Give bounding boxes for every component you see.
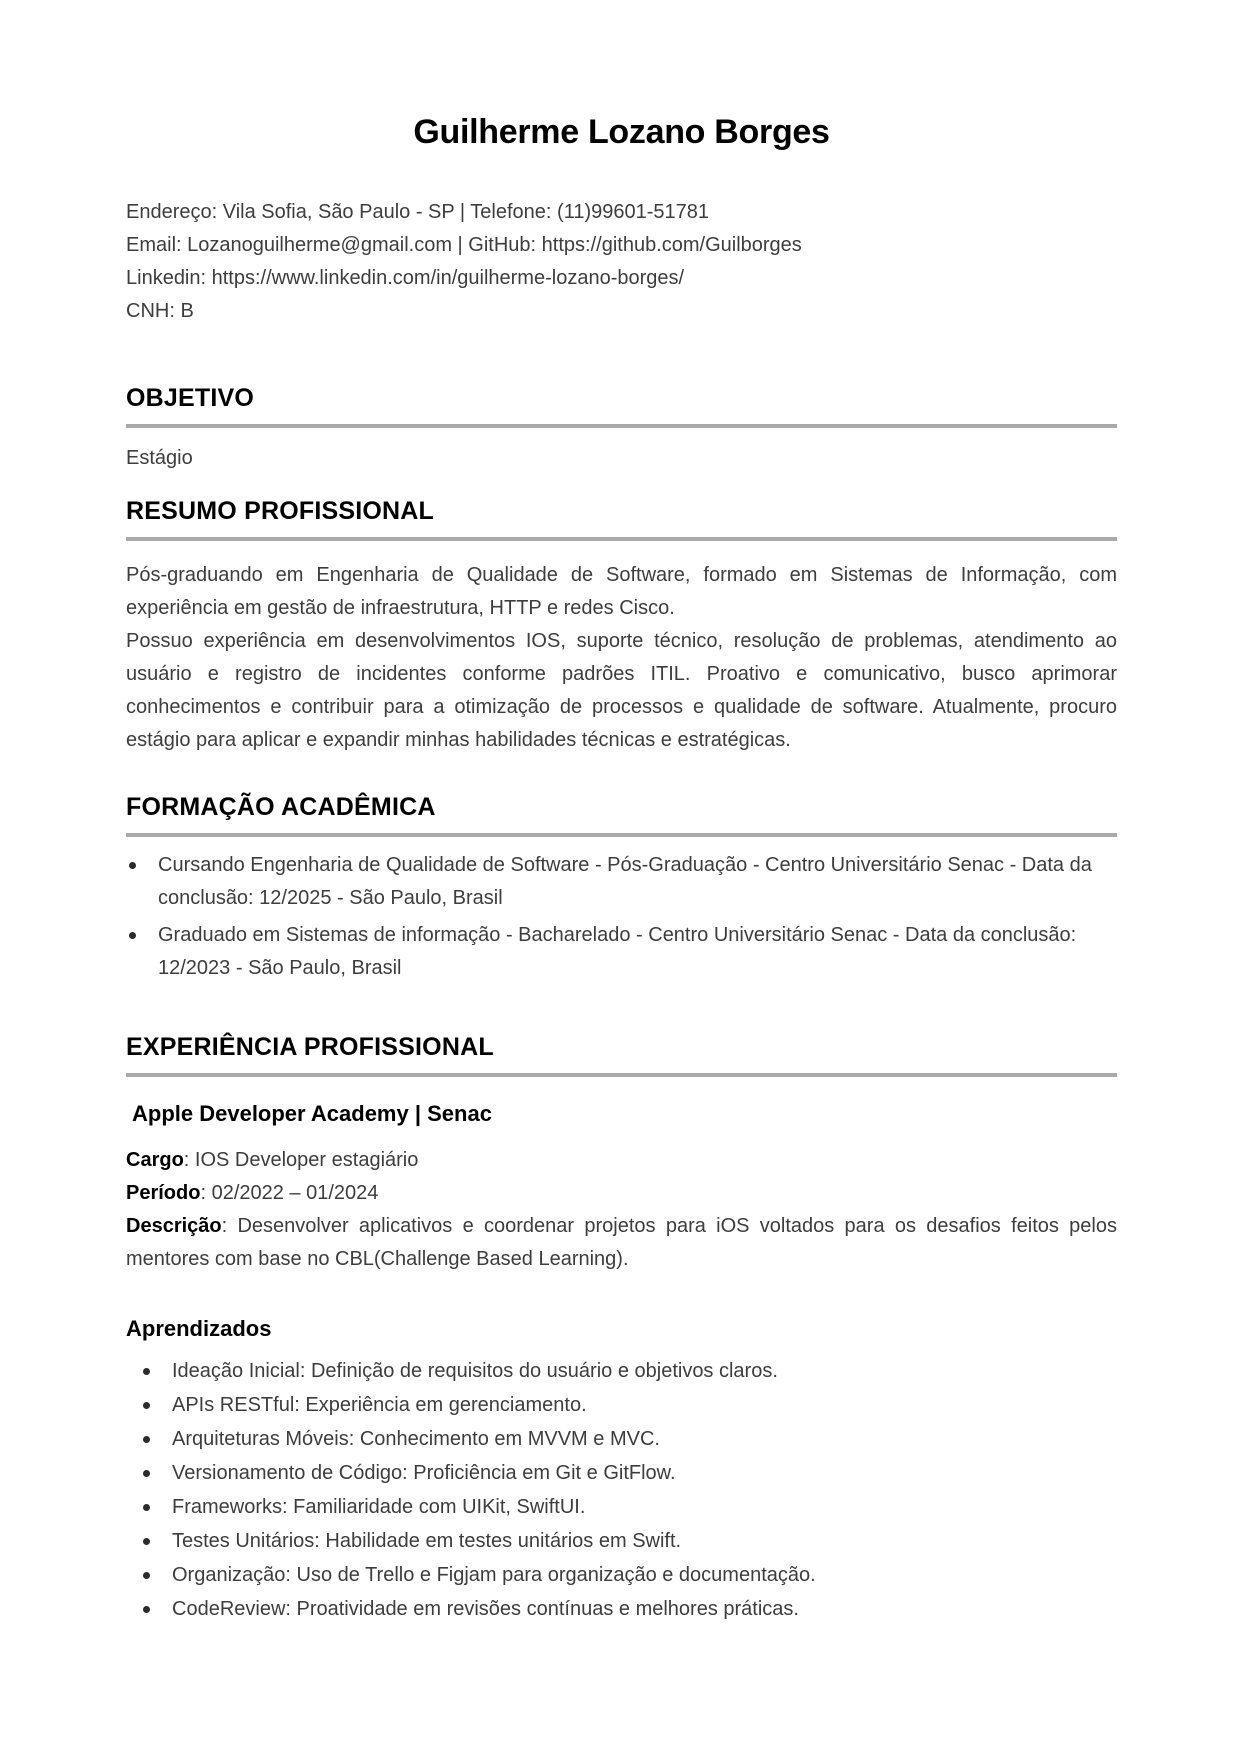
resumo-heading: RESUMO PROFISSIONAL (126, 497, 434, 525)
field-value: : Desenvolver aplicativos e coordenar projetos para iOS voltados para os desafios feitos pelos mentores com base no CBL(Challenge Based Learning). (126, 1215, 1117, 1270)
aprendizados-list-item: Ideação Inicial: Definição de requisitos do usuário e objetivos claros. (140, 1355, 1117, 1388)
experiencia-heading: EXPERIÊNCIA PROFISSIONAL (126, 1033, 494, 1061)
objetivo-text: Estágio (126, 447, 193, 469)
contact-line: Linkedin: https://www.linkedin.com/in/guilherme-lozano-borges/ (126, 267, 685, 289)
company-heading: Apple Developer Academy | Senac (132, 1101, 492, 1126)
objetivo-heading: OBJETIVO (126, 384, 255, 412)
section-divider (126, 833, 1117, 837)
contact-line: CNH: B (126, 300, 194, 322)
formacao-heading: FORMAÇÃO ACADÊMICA (126, 793, 436, 821)
aprendizados-list-item: Arquiteturas Móveis: Conhecimento em MVVM e MVC. (140, 1423, 1117, 1456)
section-divider (126, 1073, 1117, 1077)
aprendizados-list-item: Organização: Uso de Trello e Figjam para organização e documentação. (140, 1559, 1117, 1592)
contact-line: Endereço: Vila Sofia, São Paulo - SP | Telefone: (11)99601-51781 (126, 201, 710, 223)
field-label: Período (126, 1182, 201, 1204)
section-divider (126, 537, 1117, 541)
aprendizados-list-item: Versionamento de Código: Proficiência em Git e GitFlow. (140, 1457, 1117, 1490)
experience-field-line (126, 1177, 1117, 1210)
aprendizados-heading: Aprendizados (126, 1316, 272, 1341)
experience-fields (126, 1144, 1117, 1276)
experience-field-line (126, 1210, 1117, 1276)
formacao-list-item: Graduado em Sistemas de informação - Bacharelado - Centro Universitário Senac - Data da conclusão: 12/2023 - São Paulo, Brasil (126, 919, 1117, 985)
page-title: Guilherme Lozano Borges (413, 113, 830, 151)
aprendizados-list-item: APIs RESTful: Experiência em gerenciamento. (140, 1389, 1117, 1422)
field-value: : 02/2022 – 01/2024 (200, 1182, 379, 1204)
formacao-list-item: Cursando Engenharia de Qualidade de Software - Pós-Graduação - Centro Universitário Senac - Data da conclusão: 12/2025 - São Paulo, Brasil (126, 849, 1117, 915)
section-divider (126, 424, 1117, 428)
section-resumo-profissional (126, 497, 1117, 757)
resumo-paragraph: Pós-graduando em Engenharia de Qualidade de Software, formado em Sistemas de Informação, com experiência em gestão de infraestrutura, HTTP e redes Cisco. (126, 564, 1117, 619)
formacao-list (126, 849, 1117, 985)
resumo-paragraph: Possuo experiência em desenvolvimentos IOS, suporte técnico, resolução de problemas, atendimento ao usuário e registro de incidentes conforme padrões ITIL. Proativo e comunicativo, busco aprimorar conhecimentos e contribuir para a otimização de processos e qualidade de software. Atualmente, procuro estágio para aplicar e expandir minhas habilidades técnicas e estratégicas. (126, 630, 1117, 751)
field-label: Cargo (126, 1149, 184, 1171)
aprendizados-list (140, 1355, 1117, 1626)
field-value: : IOS Developer estagiário (183, 1149, 419, 1171)
experience-field-line (126, 1144, 1117, 1177)
aprendizados-list-item: Testes Unitários: Habilidade em testes unitários em Swift. (140, 1525, 1117, 1558)
aprendizados-list-item: CodeReview: Proatividade em revisões contínuas e melhores práticas. (140, 1593, 1117, 1626)
contact-line: Email: Lozanoguilherme@gmail.com | GitHub: https://github.com/Guilborges (126, 234, 802, 256)
contact-block (126, 196, 1117, 328)
field-label: Descrição (126, 1215, 222, 1237)
resumo-paragraphs (126, 559, 1117, 757)
aprendizados-list-item: Frameworks: Familiaridade com UIKit, SwiftUI. (140, 1491, 1117, 1524)
section-objetivo (126, 384, 1117, 475)
section-experiencia-profissional (126, 1033, 1117, 1626)
section-formacao-academica (126, 793, 1117, 985)
